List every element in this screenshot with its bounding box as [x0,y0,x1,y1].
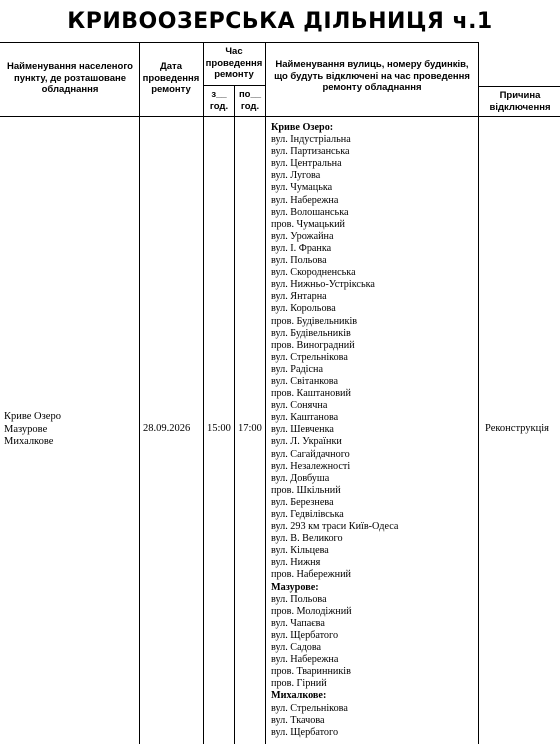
street-item: вул. Незалежності [271,460,351,472]
date-cell: 28.09.2026 [143,423,191,434]
street-item: вул. Урожайна [271,230,334,242]
street-item: вул. Довбуша [271,472,330,484]
settlements-cell [4,411,61,449]
table-top-border [0,42,478,43]
street-item: вул. Радісна [271,363,323,375]
street-item: вул. Корольова [271,303,336,315]
col-divider-settlement [139,42,140,744]
page-title: КРИВООЗЕРСЬКА ДІЛЬНИЦЯ ч.1 [67,9,493,34]
street-item: вул. Кільцева [271,545,329,557]
street-item: вул. Сагайдачного [271,448,350,460]
street-item: пров. Виноградний [271,339,355,351]
street-item: вул. Будівельників [271,327,351,339]
settlement-name: Михалкове [4,436,54,447]
street-item: вул. Набережна [271,654,339,666]
street-item: вул. Л. Українки [271,436,342,448]
street-item: пров. Тваринників [271,666,351,678]
street-item: вул. 293 км траси Київ-Одеса [271,521,399,533]
street-item: пров. Чумацький [271,218,345,230]
header-date: Дата проведення ремонту [142,61,200,95]
col-divider-streets [265,42,266,744]
street-item: вул. Польова [271,593,327,605]
street-item: вул. Нижня [271,557,321,569]
street-item: пров. Шкільний [271,484,341,496]
street-item: вул. Польова [271,255,327,267]
col-divider-date [203,42,204,744]
street-item: пров. Будівельників [271,315,358,327]
street-item: вул. Волошанська [271,206,349,218]
settlement-name: Криве Озеро [4,411,61,422]
streets-list [271,122,479,739]
header-reason: Причина відключення [489,90,551,113]
street-item: вул. Світанкова [271,375,338,387]
street-item: вул. Янтарна [271,291,327,303]
time-to-cell: 17:00 [238,423,262,434]
street-item: вул. Чумацька [271,182,333,194]
time-from-cell: 15:00 [207,423,231,434]
street-item: вул. В. Великого [271,533,343,545]
street-item: вул. Щербатого [271,629,339,641]
settlement-subheading: Мазурове: [271,581,319,593]
header-time: Час проведення ремонту [205,46,263,80]
street-item: вул. Сонячна [271,400,328,412]
street-item: вул. Садова [271,642,322,654]
reason-header-top [478,86,560,87]
street-item: вул. Індустріальна [271,134,351,146]
street-item: пров. Гірний [271,678,327,690]
street-item: пров. Молодіжний [271,605,352,617]
street-item: вул. Нижньо-Устрікська [271,279,375,291]
street-item: вул. Партизанська [271,146,350,158]
header-settlement: Найменування населеного пункту, де розташоване обладнання [7,61,133,95]
street-item: вул. І. Франка [271,242,332,254]
settlement-subheading: Криве Озеро: [271,122,334,133]
header-bottom-border [0,116,560,117]
street-item: вул. Стрельнікова [271,351,348,363]
street-item: вул. Березнева [271,496,334,508]
street-item: вул. Лугова [271,170,321,182]
street-item: вул. Центральна [271,158,342,170]
header-time-from: з__ год. [209,89,229,112]
settlement-subheading: Михалкове: [271,690,327,702]
settlement-name: Мазурове [4,423,48,435]
street-item: вул. Чапаєва [271,617,325,629]
street-item: вул. Набережна [271,194,339,206]
street-item: вул. Скородненська [271,267,356,279]
street-item: вул. Ткачова [271,714,325,726]
street-item: пров. Набережний [271,569,352,581]
header-streets: Найменування вулиць, номеру будинків, що будуть відключені на час проведення ремонту обладнання [274,59,470,93]
street-item: вул. Каштанова [271,412,339,424]
street-item: вул. Гедвілівська [271,509,344,520]
street-item: вул. Стрельнікова [271,702,348,714]
street-item: вул. Шевченка [271,424,334,436]
street-item: пров. Каштановий [271,388,351,400]
street-item: вул. Щербатого [271,726,339,738]
reason-cell: Реконструкція [485,423,550,434]
header-time-to: по__ год. [238,89,262,112]
col-divider-time [234,86,235,744]
